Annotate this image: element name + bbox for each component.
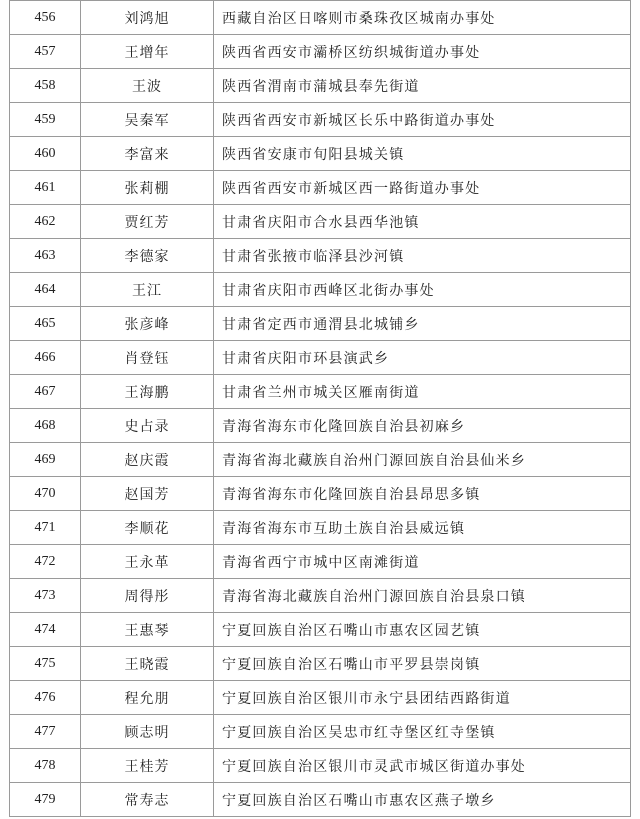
row-number-cell: 466 bbox=[10, 341, 81, 375]
address-cell: 青海省海东市化隆回族自治县昂思多镇 bbox=[214, 477, 631, 511]
table-row bbox=[10, 579, 631, 613]
row-number-cell: 472 bbox=[10, 545, 81, 579]
row-number-cell: 463 bbox=[10, 239, 81, 273]
person-name-cell: 赵庆霞 bbox=[81, 443, 214, 477]
address-cell: 青海省海东市化隆回族自治县初麻乡 bbox=[214, 409, 631, 443]
row-number-cell: 479 bbox=[10, 783, 81, 817]
person-name-cell: 王海鹏 bbox=[81, 375, 214, 409]
address-cell: 陕西省渭南市蒲城县奉先街道 bbox=[214, 69, 631, 103]
roster-table-container bbox=[9, 0, 631, 817]
person-name-cell: 张莉棚 bbox=[81, 171, 214, 205]
table-row bbox=[10, 715, 631, 749]
address-cell: 甘肃省张掖市临泽县沙河镇 bbox=[214, 239, 631, 273]
address-cell: 甘肃省定西市通渭县北城铺乡 bbox=[214, 307, 631, 341]
row-number-cell: 458 bbox=[10, 69, 81, 103]
row-number-cell: 471 bbox=[10, 511, 81, 545]
address-cell: 陕西省安康市旬阳县城关镇 bbox=[214, 137, 631, 171]
table-row bbox=[10, 511, 631, 545]
table-row bbox=[10, 783, 631, 817]
address-cell: 西藏自治区日喀则市桑珠孜区城南办事处 bbox=[214, 1, 631, 35]
person-name-cell: 王惠琴 bbox=[81, 613, 214, 647]
person-name-cell: 王波 bbox=[81, 69, 214, 103]
roster-table bbox=[9, 0, 631, 817]
table-row bbox=[10, 477, 631, 511]
row-number-cell: 464 bbox=[10, 273, 81, 307]
address-cell: 宁夏回族自治区石嘴山市平罗县崇岗镇 bbox=[214, 647, 631, 681]
table-row bbox=[10, 681, 631, 715]
row-number-cell: 477 bbox=[10, 715, 81, 749]
table-row bbox=[10, 35, 631, 69]
person-name-cell: 张彦峰 bbox=[81, 307, 214, 341]
row-number-cell: 469 bbox=[10, 443, 81, 477]
row-number-cell: 478 bbox=[10, 749, 81, 783]
address-cell: 陕西省西安市新城区西一路街道办事处 bbox=[214, 171, 631, 205]
table-row bbox=[10, 749, 631, 783]
person-name-cell: 刘鸿旭 bbox=[81, 1, 214, 35]
person-name-cell: 肖登钰 bbox=[81, 341, 214, 375]
table-row bbox=[10, 137, 631, 171]
person-name-cell: 李顺花 bbox=[81, 511, 214, 545]
person-name-cell: 王晓霞 bbox=[81, 647, 214, 681]
row-number-cell: 460 bbox=[10, 137, 81, 171]
table-row bbox=[10, 375, 631, 409]
address-cell: 青海省海东市互助土族自治县威远镇 bbox=[214, 511, 631, 545]
row-number-cell: 456 bbox=[10, 1, 81, 35]
table-row bbox=[10, 341, 631, 375]
table-row bbox=[10, 103, 631, 137]
person-name-cell: 常寿志 bbox=[81, 783, 214, 817]
person-name-cell: 吴秦军 bbox=[81, 103, 214, 137]
address-cell: 宁夏回族自治区银川市永宁县团结西路街道 bbox=[214, 681, 631, 715]
table-row bbox=[10, 273, 631, 307]
address-cell: 青海省海北藏族自治州门源回族自治县仙米乡 bbox=[214, 443, 631, 477]
row-number-cell: 467 bbox=[10, 375, 81, 409]
person-name-cell: 王增年 bbox=[81, 35, 214, 69]
address-cell: 陕西省西安市新城区长乐中路街道办事处 bbox=[214, 103, 631, 137]
table-row bbox=[10, 647, 631, 681]
person-name-cell: 李富来 bbox=[81, 137, 214, 171]
address-cell: 陕西省西安市灞桥区纺织城街道办事处 bbox=[214, 35, 631, 69]
person-name-cell: 贾红芳 bbox=[81, 205, 214, 239]
row-number-cell: 459 bbox=[10, 103, 81, 137]
row-number-cell: 475 bbox=[10, 647, 81, 681]
roster-table-body bbox=[10, 1, 631, 817]
person-name-cell: 史占录 bbox=[81, 409, 214, 443]
table-row bbox=[10, 443, 631, 477]
address-cell: 宁夏回族自治区石嘴山市惠农区燕子墩乡 bbox=[214, 783, 631, 817]
row-number-cell: 461 bbox=[10, 171, 81, 205]
table-row bbox=[10, 613, 631, 647]
address-cell: 宁夏回族自治区吴忠市红寺堡区红寺堡镇 bbox=[214, 715, 631, 749]
row-number-cell: 473 bbox=[10, 579, 81, 613]
table-row bbox=[10, 409, 631, 443]
person-name-cell: 王永革 bbox=[81, 545, 214, 579]
row-number-cell: 462 bbox=[10, 205, 81, 239]
table-row bbox=[10, 205, 631, 239]
table-row bbox=[10, 307, 631, 341]
person-name-cell: 李德家 bbox=[81, 239, 214, 273]
person-name-cell: 王江 bbox=[81, 273, 214, 307]
address-cell: 甘肃省庆阳市西峰区北街办事处 bbox=[214, 273, 631, 307]
person-name-cell: 周得彤 bbox=[81, 579, 214, 613]
address-cell: 甘肃省庆阳市环县演武乡 bbox=[214, 341, 631, 375]
person-name-cell: 赵国芳 bbox=[81, 477, 214, 511]
person-name-cell: 程允朋 bbox=[81, 681, 214, 715]
table-row bbox=[10, 69, 631, 103]
table-row bbox=[10, 171, 631, 205]
person-name-cell: 王桂芳 bbox=[81, 749, 214, 783]
address-cell: 宁夏回族自治区银川市灵武市城区街道办事处 bbox=[214, 749, 631, 783]
row-number-cell: 468 bbox=[10, 409, 81, 443]
row-number-cell: 457 bbox=[10, 35, 81, 69]
address-cell: 甘肃省兰州市城关区雁南街道 bbox=[214, 375, 631, 409]
address-cell: 宁夏回族自治区石嘴山市惠农区园艺镇 bbox=[214, 613, 631, 647]
address-cell: 甘肃省庆阳市合水县西华池镇 bbox=[214, 205, 631, 239]
row-number-cell: 476 bbox=[10, 681, 81, 715]
row-number-cell: 474 bbox=[10, 613, 81, 647]
row-number-cell: 470 bbox=[10, 477, 81, 511]
table-row bbox=[10, 1, 631, 35]
person-name-cell: 顾志明 bbox=[81, 715, 214, 749]
address-cell: 青海省西宁市城中区南滩街道 bbox=[214, 545, 631, 579]
address-cell: 青海省海北藏族自治州门源回族自治县泉口镇 bbox=[214, 579, 631, 613]
table-row bbox=[10, 239, 631, 273]
row-number-cell: 465 bbox=[10, 307, 81, 341]
table-row bbox=[10, 545, 631, 579]
